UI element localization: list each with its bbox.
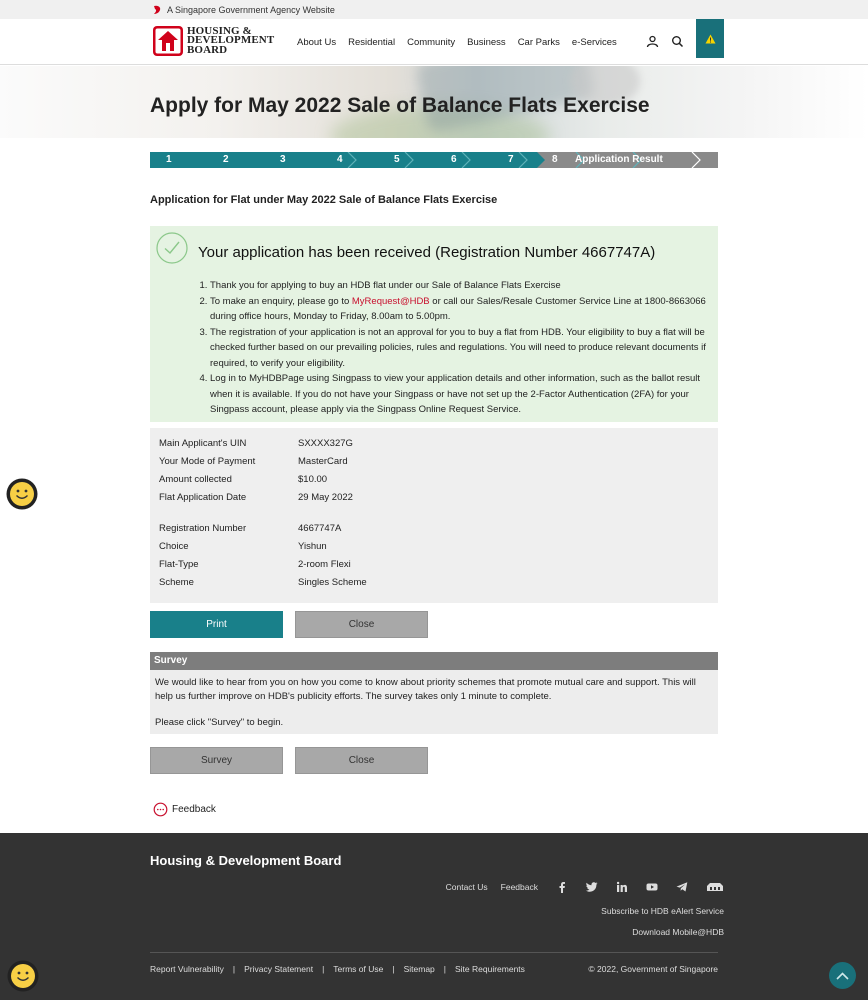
smiley-feedback-icon[interactable] [6, 478, 38, 510]
survey-text: We would like to hear from you on how you come to know about priority schemes that promote mutual care and support. This will help us further improve on HDB's publicity efforts. The survey takes only 1 minute to complete. [155, 677, 696, 702]
footer-divider [150, 952, 718, 953]
step-chevron-icon [403, 152, 415, 168]
mobile-app-icon[interactable] [706, 881, 724, 893]
hdb-logo-icon [152, 25, 184, 57]
nav-community[interactable]: Community [407, 36, 456, 48]
nav-residential[interactable]: Residential [348, 36, 396, 48]
linkedin-icon[interactable] [616, 881, 628, 893]
success-heading: Your application has been received (Registration Number 4667747A) [198, 244, 656, 261]
singapore-lion-icon [152, 5, 162, 15]
copyright: © 2022, Government of Singapore [588, 964, 718, 974]
report-vulnerability-link[interactable]: Report Vulnerability [150, 964, 224, 974]
chat-bubble-icon [153, 802, 168, 817]
survey-header: Survey [150, 652, 718, 670]
success-instructions [210, 278, 710, 418]
mobile-hdb-link[interactable]: Download Mobile@HDB [632, 927, 724, 937]
terms-of-use-link[interactable]: Terms of Use [333, 964, 384, 974]
instruction-item: 3. The registration of your application is not an approval for you to buy a flat from HDB. Your eligibility to buy a flat will be checked further based on our prevailing policies, rules and regulations. You will need to produce relevant documents if required, to verify your eligibility. [210, 325, 710, 372]
step-8: 8 [552, 154, 558, 165]
footer-bottom-links: Report Vulnerability | Privacy Statement | Terms of Use | Sitemap | Site Requirements [150, 964, 525, 974]
step-3: 3 [280, 154, 286, 165]
nav-e-services[interactable]: e-Services [571, 36, 617, 48]
step-chevron-icon [460, 152, 472, 168]
user-icon[interactable] [646, 35, 659, 48]
smiley-feedback-icon[interactable] [7, 960, 39, 992]
step-1: 1 [166, 154, 172, 165]
youtube-icon[interactable] [646, 881, 658, 893]
feedback-link[interactable] [153, 802, 216, 817]
site-footer [0, 833, 868, 1000]
site-header [0, 19, 868, 65]
feedback-label: Feedback [172, 804, 216, 815]
instruction-item: 2. To make an enquiry, please go to MyRequest@HDB or call our Sales/Resale Customer Service Line at 1800-8663066 during office hours, Monday to Friday, 8.00am to 5.00pm. [210, 294, 710, 325]
privacy-statement-link[interactable]: Privacy Statement [244, 964, 314, 974]
application-details: Main Applicant's UIN SXXXX327G Your Mode of Payment MasterCard Amount collected $10.00 Flat Application Date 29 May 2022 Registration Number 4667747A Choice Yishun Flat-Type 2-room Flexi Scheme Singles Scheme [150, 428, 718, 603]
step-chevron-icon [517, 152, 529, 168]
close-button[interactable]: Close [295, 611, 428, 638]
footer-title: Housing & Development Board [150, 853, 342, 868]
sitemap-link[interactable]: Sitemap [403, 964, 435, 974]
ealert-link[interactable]: Subscribe to HDB eAlert Service [601, 906, 724, 916]
instruction-item: 1. Thank you for applying to buy an HDB flat under our Sale of Balance Flats Exercise [210, 278, 710, 294]
footer-feedback-link[interactable]: Feedback [500, 882, 538, 892]
footer-links [433, 881, 724, 893]
step-current-label: Application Result [575, 154, 663, 165]
hdb-logo-text: HOUSING & DEVELOPMENT BOARD [187, 24, 275, 56]
gov-masthead [0, 0, 868, 19]
twitter-icon[interactable] [586, 881, 598, 893]
survey-panel [150, 670, 718, 734]
progress-steps [150, 152, 718, 168]
site-requirements-link[interactable]: Site Requirements [455, 964, 525, 974]
contact-us-link[interactable]: Contact Us [445, 882, 488, 892]
step-chevron-icon [690, 152, 702, 168]
chevron-up-icon [836, 972, 849, 980]
step-7: 7 [508, 154, 514, 165]
survey-close-button[interactable]: Close [295, 747, 428, 774]
gov-masthead-text: A Singapore Government Agency Website [167, 4, 335, 15]
section-subtitle: Application for Flat under May 2022 Sale of Balance Flats Exercise [150, 194, 498, 206]
survey-prompt: Please click "Survey" to begin. [155, 717, 284, 728]
step-5: 5 [394, 154, 400, 165]
step-4: 4 [337, 154, 343, 165]
nav-business[interactable]: Business [467, 36, 506, 48]
nav-about-us[interactable]: About Us [297, 36, 337, 48]
survey-button[interactable]: Survey [150, 747, 283, 774]
page-title: Apply for May 2022 Sale of Balance Flats Exercise [150, 94, 650, 117]
hdb-logo[interactable] [152, 25, 274, 57]
success-panel [150, 226, 718, 422]
search-icon[interactable] [671, 35, 684, 48]
telegram-icon[interactable] [676, 881, 688, 893]
nav-car-parks[interactable]: Car Parks [517, 36, 560, 48]
step-2: 2 [223, 154, 229, 165]
check-circle-icon [156, 232, 188, 264]
page-banner [0, 66, 868, 138]
step-6: 6 [451, 154, 457, 165]
instruction-item: 4. Log in to MyHDBPage using Singpass to view your application details and other information, such as the ballot result when it is available. If you do not have your Singpass or have not set up the 2-Factor Authentication (2FA) for your Singpass account, please apply via the Singpass Online Request Service. [210, 371, 710, 418]
warning-icon [705, 34, 716, 44]
main-nav [297, 19, 629, 65]
myrequest-link[interactable]: MyRequest@HDB [351, 295, 430, 307]
step-chevron-icon [346, 152, 358, 168]
print-button[interactable]: Print [150, 611, 283, 638]
back-to-top-button[interactable] [829, 962, 856, 989]
alert-button[interactable] [696, 19, 724, 58]
facebook-icon[interactable] [556, 881, 568, 893]
